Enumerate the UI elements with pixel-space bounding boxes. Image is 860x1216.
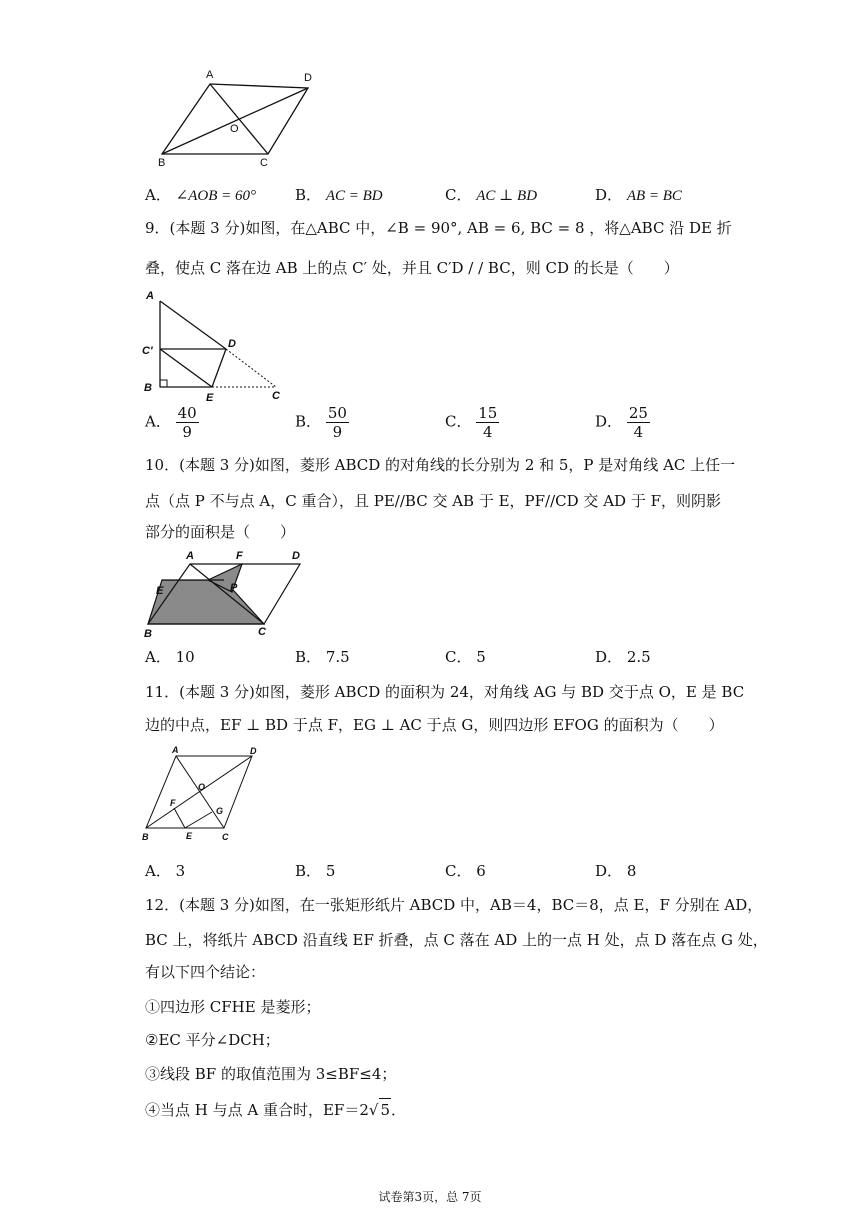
- q12-conclusion-4: ④当点 H 与点 A 重合时，EF＝2√ 5．: [145, 1098, 406, 1121]
- q11-label-a: A: [172, 745, 179, 755]
- q10-label-c: C: [258, 626, 266, 638]
- q11-label-e: E: [186, 831, 193, 841]
- q11-label-f: F: [170, 798, 176, 808]
- q12-conclusion-1: ①四边形 CFHE 是菱形；: [145, 998, 321, 1016]
- q8-option-d: D． AB = BC: [595, 186, 682, 204]
- q11-option-d: D． 8: [595, 862, 637, 880]
- q10-stem-line2: 点（点 P 不与点 A，C 重合），且 PE//BC 交 AB 于 E，PF//CD 交 AD 于 F，则阴影: [145, 492, 722, 510]
- q11-label-d: D: [250, 746, 257, 756]
- q12-conclusion-2: ②EC 平分∠DCH；: [145, 1031, 280, 1049]
- q9-label-c1: C′: [142, 345, 153, 357]
- q9-label-a: A: [146, 290, 154, 302]
- q11-label-g: G: [216, 806, 224, 816]
- q10-label-e: E: [156, 585, 164, 597]
- q9-label-d: D: [228, 338, 236, 350]
- q9-label-e: E: [206, 392, 214, 404]
- q10-label-b: B: [144, 628, 152, 640]
- q9-label-c: C: [272, 390, 280, 402]
- q11-option-b: B． 5: [295, 862, 336, 880]
- q8-label-b: B: [158, 157, 166, 169]
- q11-label-b: B: [142, 832, 149, 842]
- q8-option-b: B． AC = BD: [295, 186, 383, 204]
- q10-figure: [140, 546, 320, 642]
- page-footer: 试卷第3页，总 7页: [378, 1190, 482, 1204]
- q10-stem-line3: 部分的面积是（ ）: [145, 523, 296, 541]
- q12-conclusion-3: ③线段 BF 的取值范围为 3≤BF≤4；: [145, 1065, 397, 1083]
- q10-label-a: A: [186, 550, 194, 562]
- q12-stem-line2: BC 上，将纸片 ABCD 沿直线 EF 折叠，点 C 落在 AD 上的一点 H 处，点 D 落在点 G 处，: [145, 931, 768, 949]
- q8-label-o: O: [230, 123, 239, 135]
- q12-stem-line1: 12．(本题 3 分)如图，在一张矩形纸片 ABCD 中，AB＝4，BC＝8，点 E，F 分别在 AD，: [145, 896, 763, 914]
- q10-label-d: D: [292, 550, 300, 562]
- q8-figure: [150, 66, 330, 170]
- q10-option-c: C． 5: [445, 648, 486, 666]
- q10-label-f: F: [236, 550, 243, 562]
- q9-option-c: C． $\frac{15}{4}$: [445, 404, 498, 441]
- q11-stem-line1: 11．(本题 3 分)如图，菱形 ABCD 的面积为 24，对角线 AG 与 BD 交于点 O，E 是 BC: [145, 683, 745, 701]
- q11-stem-line2: 边的中点，EF ⊥ BD 于点 F，EG ⊥ AC 于点 G，则四边形 EFOG 的面积为（ ）: [145, 716, 724, 734]
- q11-figure: [140, 744, 270, 844]
- q11-label-c: C: [222, 832, 229, 842]
- q11-label-o: O: [198, 782, 206, 792]
- q9-stem-line2: 叠，使点 C 落在边 AB 上的点 C′ 处，并且 C′D / / BC，则 CD 的长是（ ）: [145, 259, 679, 277]
- q9-option-a: A． $\frac{40}{9}$: [145, 404, 197, 441]
- q8-label-a: A: [206, 69, 214, 81]
- q12-stem-line3: 有以下四个结论：: [145, 963, 266, 981]
- q10-stem-line1: 10．(本题 3 分)如图，菱形 ABCD 的对角线的长分别为 2 和 5，P 是对角线 AC 上任一: [145, 456, 736, 474]
- q9-option-b: B． $\frac{50}{9}$: [295, 404, 347, 441]
- q8-label-d: D: [304, 72, 312, 84]
- q11-option-c: C． 6: [445, 862, 486, 880]
- q9-figure: [140, 287, 300, 407]
- q9-option-d: D． $\frac{25}{4}$: [595, 404, 648, 441]
- q8-option-a: A． ∠AOB = 60°: [145, 186, 256, 204]
- q10-label-p: P: [230, 582, 238, 594]
- q8-label-c: C: [260, 157, 268, 169]
- q10-option-d: D． 2.5: [595, 648, 651, 666]
- q12-radicand: 5: [379, 1098, 391, 1121]
- q10-option-a: A． 10: [145, 648, 195, 666]
- q8-option-c: C． AC ⊥ BD: [445, 186, 538, 204]
- q10-option-b: B． 7.5: [295, 648, 350, 666]
- q9-stem-line1: 9．(本题 3 分)如图，在△ABC 中，∠B = 90°, AB = 6, BC = 8 ，将△ABC 沿 DE 折: [145, 219, 732, 237]
- q11-option-a: A． 3: [145, 862, 186, 880]
- q9-label-b: B: [144, 382, 152, 394]
